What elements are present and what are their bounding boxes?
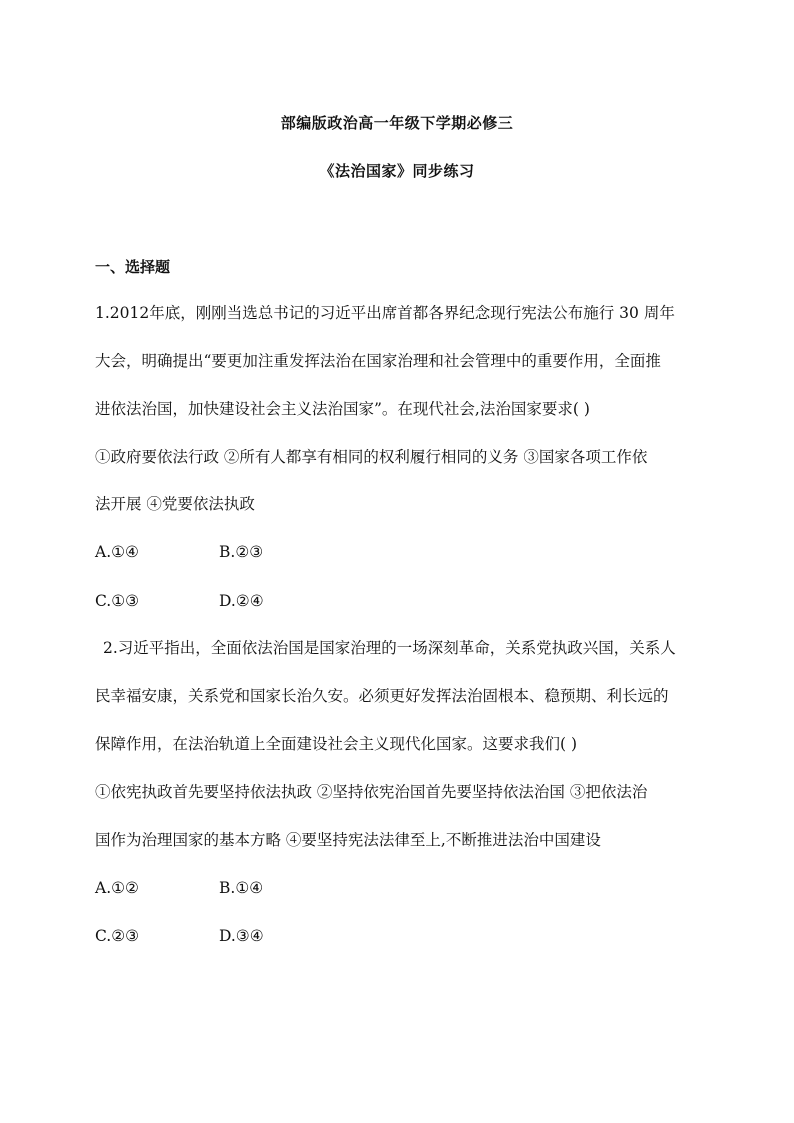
question-2-line-3: 保障作用，在法治轨道上全面建设社会主义现代化国家。这要求我们( ) (95, 735, 578, 753)
document-title: 部编版政治高一年级下学期必修三 (280, 114, 514, 132)
question-1-line-4: ①政府要依法行政 ②所有人都享有相同的权利履行相同的义务 ③国家各项工作依 (95, 448, 648, 466)
question-1-option-a: A.①④ (95, 543, 139, 561)
question-2-option-b: B.①④ (219, 879, 264, 897)
question-1-line-1: 1.2012年底，刚刚当选总书记的习近平出席首都各界纪念现行宪法公布施行 30 周年 (95, 304, 675, 322)
question-2-line-2: 民幸福安康，关系党和国家长治久安。必须更好发挥法治固根本、稳预期、利长远的 (95, 687, 669, 705)
question-1-option-c: C.①③ (95, 592, 140, 610)
document-subtitle: 《法治国家》同步练习 (319, 162, 475, 180)
question-2-line-5: 国作为治理国家的基本方略 ④要坚持宪法法律至上,不断推进法治中国建设 (95, 831, 601, 849)
question-2-option-c: C.②③ (95, 927, 140, 945)
question-2-line-1: 2.习近平指出，全面依法治国是国家治理的一场深刻革命，关系党执政兴国，关系人 (103, 639, 676, 657)
question-2-option-a: A.①② (95, 879, 139, 897)
section-heading: 一、选择题 (95, 258, 171, 276)
question-1-line-3: 进依法治国，加快建设社会主义法治国家”。在现代社会,法治国家要求( ) (95, 400, 590, 418)
question-2-option-d: D.③④ (219, 927, 264, 945)
question-2-line-4: ①依宪执政首先要坚持依法执政 ②坚持依宪治国首先要坚持依法治国 ③把依法治 (95, 783, 648, 801)
question-1-line-2: 大会，明确提出“要更加注重发挥法治在国家治理和社会管理中的重要作用，全面推 (95, 352, 661, 370)
question-1-line-5: 法开展 ④党要依法执政 (95, 495, 255, 513)
question-1-option-b: B.②③ (219, 543, 264, 561)
question-1-option-d: D.②④ (219, 592, 264, 610)
